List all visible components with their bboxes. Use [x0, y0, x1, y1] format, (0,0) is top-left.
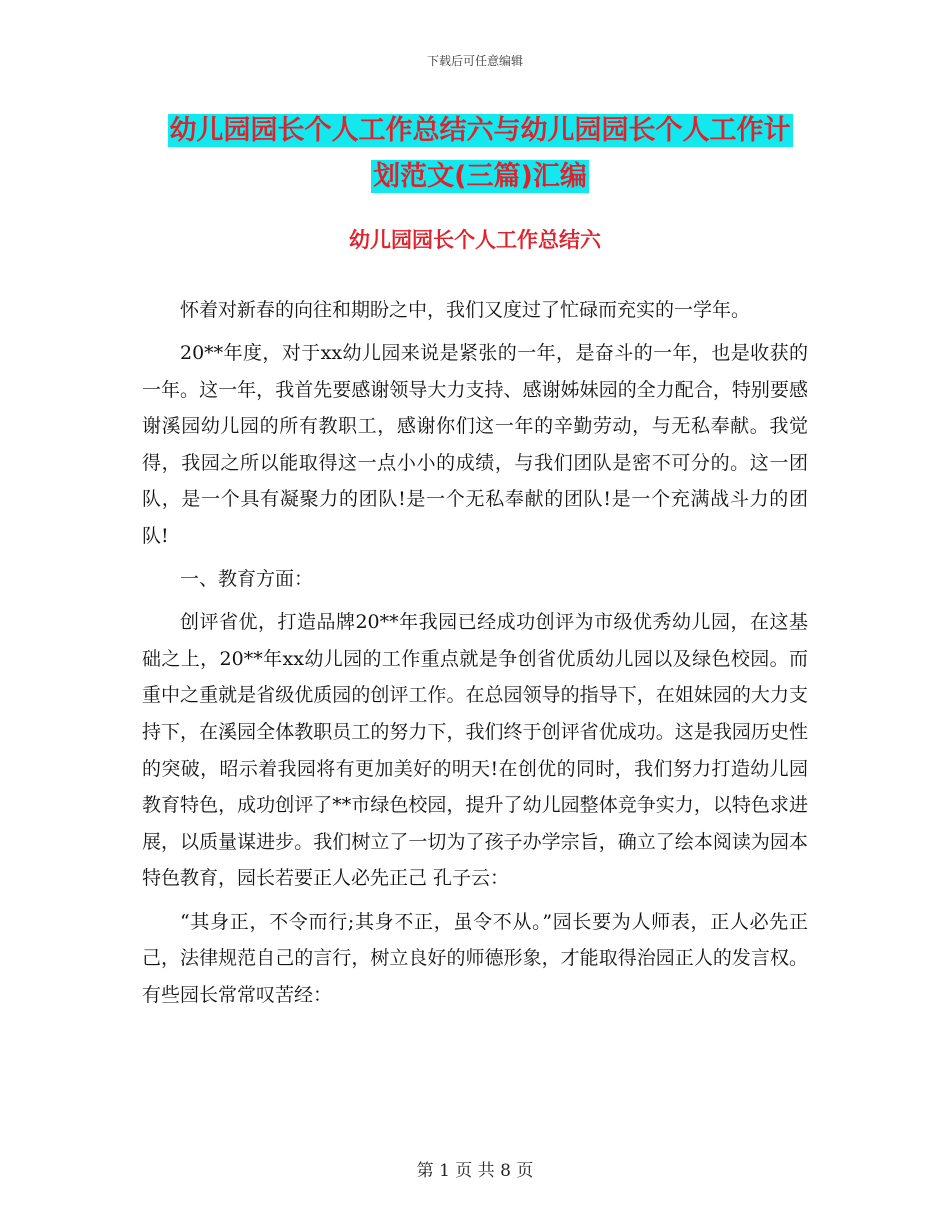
paragraph: 创评省优，打造品牌20**年我园已经成功创评为市级优秀幼儿园，在这基础之上，20**年xx幼儿园的工作重点就是争创省优质幼儿园以及绿色校园。而重中之重就是省级优质园的创评工作。在总园领导的指导下，在姐妹园的大力支持下，在溪园全体教职员工的努力下，我们终于创评省优成功。这是我园历史性的突破，昭示着我园将有更加美好的明天!在创优的同时，我们努力打造幼儿园教育特色，成功创评了**市绿色校园，提升了幼儿园整体竞争实力，以特色求进展，以质量谋进步。我们树立了一切为了孩子办学宗旨，确立了绘本阅读为园本特色教育，园长若要正人必先正己 孔子云：: [142, 611, 808, 890]
title-line-2: 划范文(三篇)汇编: [373, 161, 587, 192]
paragraph: 一、教育方面：: [180, 568, 314, 591]
document-body: [142, 292, 808, 1020]
paragraph: 20**年度，对于xx幼儿园来说是紧张的一年，是奋斗的一年，也是收获的一年。这一年，我首先要感谢领导大力支持、感谢姊妹园的全力配合，特别要感谢溪园幼儿园的所有教职工，感谢你们这一年的辛勤劳动，与无私奉献。我觉得，我园之所以能取得这一点小小的成绩，与我们团队是密不可分的。这一团队，是一个具有凝聚力的团队!是一个无私奉献的团队!是一个充满战斗力的团队!: [142, 342, 808, 548]
paragraph: 怀着对新春的向往和期盼之中，我们又度过了忙碌而充实的一学年。: [180, 299, 751, 321]
paragraph: “其身正，不令而行;其身不正，虽令不从。”园长要为人师表，正人必先正己，法律规范自己的言行，树立良好的师德形象，才能取得治园正人的发言权。有些园长常常叹苦经：: [142, 910, 808, 1006]
page-number-footer: 第 1 页 共 8 页: [416, 1161, 534, 1181]
page-header-note: 下载后可任意编辑: [426, 54, 523, 68]
section-title: 幼儿园园长个人工作总结六: [349, 228, 601, 252]
document-title: [140, 108, 820, 200]
title-line-1: 幼儿园园长个人工作总结六与幼儿园园长个人工作计: [169, 115, 791, 146]
